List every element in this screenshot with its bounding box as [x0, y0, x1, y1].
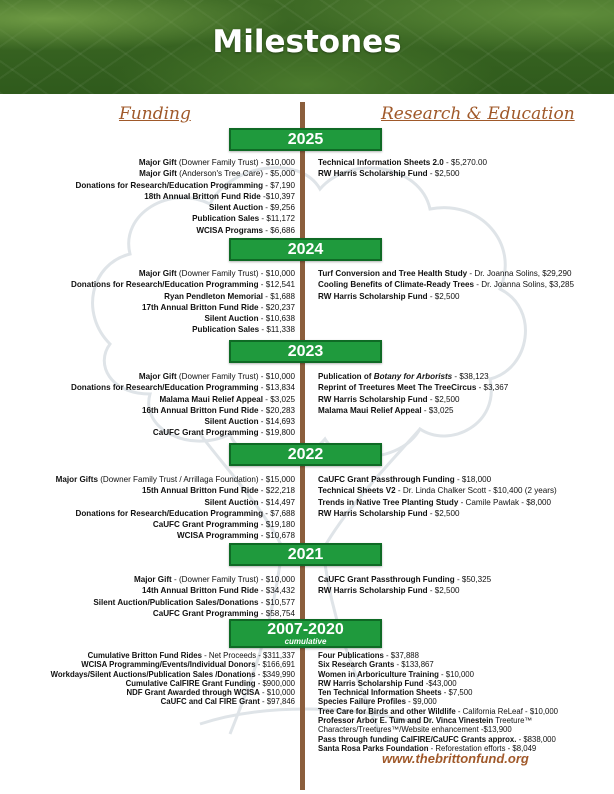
- header-banner: [0, 0, 614, 94]
- item-note: (Anderson's Tree Care): [176, 169, 264, 179]
- funding-item: [93, 608, 295, 619]
- item-label: CaUFC Grant Programming: [152, 520, 259, 530]
- item-label: 14th Annual Britton Fund Ride: [141, 586, 259, 596]
- funding-list-2023: [71, 371, 295, 439]
- year-label: 2022: [287, 446, 324, 463]
- funding-item: [51, 679, 295, 688]
- item-amount: - $10,400 (2 years): [486, 486, 557, 496]
- item-amount: - $38,123: [452, 372, 489, 381]
- item-amount: - $1,688: [263, 291, 295, 301]
- item-label: Silent Auction: [204, 417, 259, 427]
- item-label: WCISA Programs: [196, 225, 264, 235]
- item-label: Silent Auction: [208, 203, 264, 213]
- research-item: [318, 157, 487, 168]
- research-item: [318, 574, 491, 585]
- funding-item: [71, 416, 295, 427]
- item-label: Women in Arboriculture Training: [318, 669, 439, 679]
- funding-item: [51, 660, 295, 669]
- item-amount: - $7,500: [441, 688, 473, 698]
- item-label: CaUFC and Cal FIRE Grant: [160, 697, 260, 707]
- item-label: Reprint of Treetures Meet The TreeCircus: [318, 383, 477, 393]
- item-label: Pass through funding CalFIRE/CaUFC Grants approx.: [318, 734, 517, 744]
- item-label: Major Gift: [138, 372, 177, 381]
- item-label: Major Gift: [138, 269, 177, 278]
- item-amount: - $20,283: [258, 405, 295, 415]
- funding-item: [71, 302, 295, 313]
- item-label: Publication Sales: [192, 325, 260, 335]
- item-label: RW Harris Scholarship Fund: [318, 394, 428, 404]
- item-amount: - $11,338: [259, 325, 295, 335]
- item-amount: - $349,990: [255, 669, 295, 679]
- item-amount: - $3,025: [263, 394, 295, 404]
- funding-column-heading: Funding: [119, 104, 191, 124]
- item-note: - Dr. Joanna Solins, $29,290: [467, 269, 572, 278]
- funding-item: [56, 508, 295, 519]
- item-amount: - $10,000: [258, 575, 295, 584]
- item-label: 18th Annual Britton Fund Ride: [144, 191, 261, 201]
- research-item: [318, 585, 491, 596]
- funding-item: [56, 485, 295, 496]
- research-list-2023: [318, 371, 508, 416]
- funding-item: [76, 191, 296, 202]
- item-amount: - $19,180: [258, 520, 295, 530]
- research-item: [318, 670, 558, 679]
- year-bar-2023: [229, 340, 382, 363]
- item-amount: - $900,000: [255, 678, 295, 688]
- year-label: 2024: [287, 241, 324, 258]
- funding-item: [71, 313, 295, 324]
- item-label: Major Gift: [139, 169, 177, 179]
- item-label: Donations for Research/Education Programming: [71, 280, 259, 290]
- item-label: Donations for Research/Education Programming: [71, 383, 259, 393]
- item-amount: - $12,541: [258, 280, 295, 290]
- item-label: Six Research Grants: [318, 660, 395, 670]
- funding-list-2007-2020: [51, 651, 295, 707]
- funding-item: [71, 394, 295, 405]
- research-item: [318, 394, 508, 405]
- item-note: Characters/Treetures™/Website enhancement: [318, 725, 479, 735]
- funding-item: [56, 497, 295, 508]
- item-label: Technical Sheets V2: [318, 486, 396, 496]
- item-amount: - $50,325: [454, 575, 492, 584]
- year-label: 2021: [287, 546, 324, 563]
- item-amount: - $2,500: [427, 169, 460, 179]
- item-label: RW Harris Scholarship Fund: [318, 169, 428, 179]
- funding-item: [71, 405, 295, 416]
- funding-item: [56, 530, 295, 541]
- funding-item: [76, 157, 296, 168]
- item-note: (Downer Family Trust / Arrillaga Foundation): [97, 475, 259, 484]
- year-bar-2007-2020: [229, 619, 382, 648]
- item-amount: - $14,693: [258, 417, 295, 427]
- item-amount: - $8,000: [519, 497, 552, 507]
- item-amount: - $10,000: [258, 269, 295, 278]
- research-item: [318, 725, 558, 734]
- item-label: Publication of Botany for Arborists: [318, 372, 453, 381]
- funding-item: [71, 382, 295, 393]
- item-label: Donations for Research/Education Programming: [75, 508, 264, 518]
- research-list-2021: [318, 574, 491, 597]
- item-amount: - $6,686: [263, 225, 295, 235]
- page-title: Milestones: [212, 24, 402, 60]
- item-label: Silent Auction: [204, 497, 259, 507]
- year-bar-2024: [229, 238, 382, 261]
- item-amount: - $18,000: [454, 475, 492, 484]
- funding-item: [71, 427, 295, 438]
- research-item: [318, 735, 558, 744]
- item-label: Silent Auction/Publication Sales/Donations: [93, 597, 259, 607]
- item-label: CaUFC Grant Programming: [152, 608, 259, 618]
- item-amount: - $10,000: [258, 372, 295, 381]
- item-amount: - $10,000: [259, 688, 295, 698]
- item-note: (Downer Family Trust): [176, 269, 259, 278]
- research-item: [318, 716, 558, 725]
- item-label: Malama Maui Relief Appeal: [159, 394, 264, 404]
- funding-list-2025: [76, 157, 296, 236]
- item-amount: - $13,834: [258, 383, 295, 393]
- item-label: Trends in Native Tree Planting Study: [318, 497, 459, 507]
- item-label: Ryan Pendleton Memorial: [164, 291, 264, 301]
- research-item: [318, 405, 508, 416]
- research-item: [318, 168, 487, 179]
- funding-item: [71, 268, 295, 279]
- item-amount: - $11,172: [259, 214, 295, 224]
- item-amount: - $19,800: [258, 428, 295, 438]
- item-amount: - $2,500: [427, 586, 460, 596]
- item-amount: - $9,000: [405, 697, 437, 707]
- research-item: [318, 382, 508, 393]
- item-note: - Dr. Joanna Solins, $3,285: [474, 280, 574, 290]
- item-label: RW Harris Scholarship Fund: [318, 678, 424, 688]
- research-item: [318, 651, 558, 660]
- item-amount: - $10,000: [522, 706, 559, 716]
- item-note: (Downer Family Trust): [176, 372, 259, 381]
- item-amount: - $37,888: [383, 651, 419, 660]
- year-bar-2025: [229, 128, 382, 151]
- item-amount: - $5,000: [263, 169, 295, 179]
- item-label: CaUFC Grant Programming: [152, 428, 259, 438]
- item-label: Ten Technical Information Sheets: [318, 688, 442, 698]
- funding-list-2022: [56, 474, 295, 542]
- year-label: 2023: [287, 343, 324, 360]
- item-amount: - $2,500: [427, 394, 460, 404]
- research-item: [318, 497, 557, 508]
- funding-item: [71, 291, 295, 302]
- item-label: Cumulative Britton Fund Rides: [87, 651, 202, 660]
- item-amount: - $166,691: [255, 660, 295, 670]
- item-amount: - $20,237: [258, 302, 295, 312]
- funding-item: [56, 519, 295, 530]
- item-amount: - $7,190: [263, 180, 295, 190]
- item-note: Treeture™: [493, 716, 533, 726]
- research-item: [318, 707, 558, 716]
- funding-item: [71, 371, 295, 382]
- item-label: NDF Grant Awarded through WCISA: [126, 688, 260, 698]
- item-label: Turf Conversion and Tree Health Study: [318, 269, 468, 278]
- item-label: Cumulative CalFIRE Grant Funding: [125, 678, 256, 688]
- item-amount: - $58,754: [258, 608, 295, 618]
- research-list-2024: [318, 268, 574, 302]
- item-amount: - $838,000: [516, 734, 556, 744]
- research-item: [318, 268, 574, 279]
- item-amount: - $2,500: [427, 508, 460, 518]
- item-label: Tree Care for Birds and other Wildlife: [318, 706, 456, 716]
- item-label: CaUFC Grant Passthrough Funding: [318, 575, 455, 584]
- funding-item: [51, 670, 295, 679]
- item-amount: - $97,846: [259, 697, 295, 707]
- item-note: - Reforestation efforts: [428, 743, 506, 753]
- research-column-heading: Research & Education: [381, 104, 575, 124]
- item-amount: - $311,337: [256, 651, 295, 660]
- item-amount: - $34,432: [258, 586, 295, 596]
- item-label: Silent Auction: [204, 314, 259, 324]
- item-amount: - $10,678: [258, 531, 295, 541]
- item-amount: -$13,900: [478, 725, 512, 735]
- research-list-2025: [318, 157, 487, 180]
- item-label: Publication Sales: [192, 214, 260, 224]
- research-item: [318, 508, 557, 519]
- year-bar-2022: [229, 443, 382, 466]
- item-note: - Camile Pawlak: [458, 497, 520, 507]
- item-note: (Downer Family Trust): [176, 158, 259, 167]
- item-label: Technical Information Sheets 2.0: [318, 158, 444, 167]
- item-amount: - $10,000: [438, 669, 474, 679]
- research-list-2022: [318, 474, 557, 519]
- item-label: Cooling Benefits of Climate-Ready Trees: [318, 280, 475, 290]
- item-label: Professor Arbor E. Tum and Dr. Vinca Vinestein: [318, 716, 494, 726]
- research-item: [318, 485, 557, 496]
- item-label: Donations for Research/Education Programming: [75, 180, 264, 190]
- funding-item: [71, 324, 295, 335]
- item-amount: - $5,270.00: [443, 158, 487, 167]
- year-label: 2025: [287, 131, 324, 148]
- item-note: - California ReLeaf: [455, 706, 523, 716]
- item-label: Malama Maui Relief Appeal: [318, 405, 422, 415]
- research-item: [318, 660, 558, 669]
- website-link[interactable]: www.thebrittonfund.org: [382, 751, 529, 766]
- item-note: - Net Proceeds: [201, 651, 257, 660]
- item-label: RW Harris Scholarship Fund: [318, 586, 428, 596]
- item-label: Four Publications: [318, 651, 384, 660]
- item-amount: - $9,256: [263, 203, 295, 213]
- item-amount: - $3,025: [421, 405, 454, 415]
- item-label: RW Harris Scholarship Fund: [318, 508, 428, 518]
- funding-item: [76, 225, 296, 236]
- item-label: 15th Annual Britton Fund Ride: [141, 486, 259, 496]
- funding-item: [51, 697, 295, 706]
- funding-item: [76, 202, 296, 213]
- research-item: [318, 688, 558, 697]
- item-amount: -$10,397: [260, 191, 295, 201]
- item-amount: - $3,367: [476, 383, 509, 393]
- funding-item: [71, 279, 295, 290]
- item-label: 16th Annual Britton Fund Ride: [141, 405, 259, 415]
- item-label: 17th Annual Britton Fund Ride: [141, 302, 259, 312]
- item-amount: -$43,000: [423, 678, 457, 688]
- item-note: - (Downer Family Trust): [171, 575, 259, 584]
- funding-item: [76, 168, 296, 179]
- item-amount: - $10,577: [258, 597, 295, 607]
- item-amount: - $15,000: [258, 475, 295, 484]
- funding-item: [93, 585, 295, 596]
- item-amount: - $8,049: [505, 743, 537, 753]
- item-amount: - $14,497: [258, 497, 295, 507]
- funding-item: [76, 180, 296, 191]
- item-label: Species Failure Profiles: [318, 697, 406, 707]
- year-sublabel: cumulative: [284, 637, 327, 646]
- funding-item: [51, 651, 295, 660]
- item-amount: - $2,500: [427, 291, 460, 301]
- item-label: Major Gift: [133, 575, 172, 584]
- research-item: [318, 474, 557, 485]
- item-label: Major Gifts: [55, 475, 98, 484]
- research-item: [318, 679, 558, 688]
- research-item: [318, 291, 574, 302]
- item-label: RW Harris Scholarship Fund: [318, 291, 428, 301]
- funding-item: [76, 213, 296, 224]
- funding-item: [93, 574, 295, 585]
- year-label: 2007-2020: [267, 621, 344, 638]
- research-item: [318, 371, 508, 382]
- item-note: - Dr. Linda Chalker Scott: [395, 486, 487, 496]
- funding-item: [93, 597, 295, 608]
- item-amount: - $133,867: [394, 660, 434, 670]
- item-label: WCISA Programming: [177, 531, 259, 541]
- funding-list-2024: [71, 268, 295, 336]
- item-label: Santa Rosa Parks Foundation: [318, 743, 429, 753]
- item-amount: - $10,638: [258, 314, 295, 324]
- item-title-italic: Botany for Arborists: [373, 372, 453, 381]
- funding-item: [51, 688, 295, 697]
- research-item: [318, 697, 558, 706]
- item-amount: - $10,000: [258, 158, 295, 167]
- research-item: [318, 279, 574, 290]
- research-list-2007-2020: [318, 651, 558, 753]
- item-amount: - $22,218: [258, 486, 295, 496]
- item-label: Workdays/Silent Auctions/Publication Sales /Donations: [50, 669, 256, 679]
- year-bar-2021: [229, 543, 382, 566]
- item-amount: - $7,688: [263, 508, 295, 518]
- item-label: WCISA Programming/Events/Individual Donors: [81, 660, 256, 670]
- funding-list-2021: [93, 574, 295, 619]
- item-label: Major Gift: [138, 158, 177, 167]
- item-label: CaUFC Grant Passthrough Funding: [318, 475, 455, 484]
- funding-item: [56, 474, 295, 485]
